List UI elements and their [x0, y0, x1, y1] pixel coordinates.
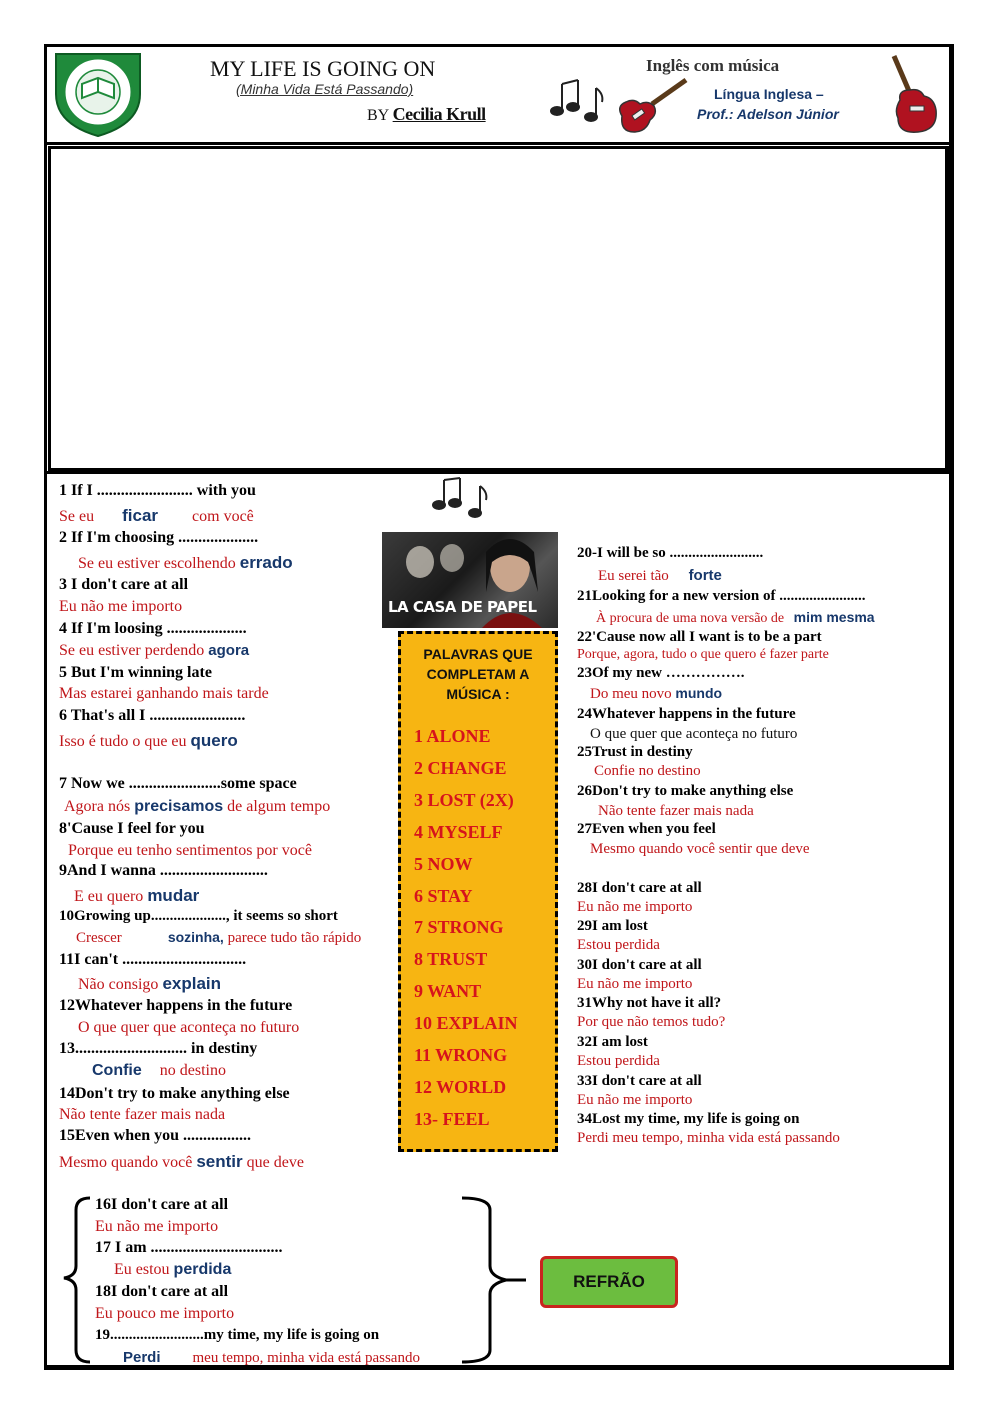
answer-word: Perdi [123, 1349, 161, 1366]
music-notes-icon [430, 474, 492, 522]
lyric-line-en: 25Trust in destiny [577, 744, 693, 760]
lyric-line-en: 20-I will be so ......................... [577, 545, 764, 561]
lyric-line-en: 15Even when you ................. [59, 1127, 252, 1144]
teacher-name: Prof.: Adelson Júnior [697, 106, 839, 122]
word-bank-item: 4 MYSELF [414, 822, 503, 842]
word-bank-item: 8 TRUST [414, 949, 488, 969]
course-name: Inglês com música [646, 56, 780, 75]
answer-word: sozinha, [167, 929, 224, 945]
word-bank-item: 10 EXPLAIN [414, 1013, 518, 1033]
lyric-line-pt: Porque, agora, tudo o que quero é fazer parte [577, 647, 829, 662]
lyric-line-en: 2 If I'm choosing .................... [59, 529, 259, 546]
answer-word: ficar [122, 506, 159, 525]
lyric-line-pt: Por que não temos tudo? [577, 1014, 726, 1030]
word-bank [398, 631, 558, 1152]
lyric-line-en: 27Even when you feel [577, 821, 716, 837]
word-bank-item: 3 LOST (2X) [414, 790, 514, 810]
lyric-line-pt: Não tente fazer mais nada [598, 803, 754, 819]
chorus-line-pt: Eu não me importo [95, 1218, 219, 1235]
lyric-line-en: 31Why not have it all? [577, 995, 722, 1011]
electric-guitar-icon [612, 76, 690, 138]
lyric-line-en: 7 Now we .......................some space [59, 775, 297, 792]
electric-guitar-icon [880, 54, 946, 136]
lyric-line-pt: Mesmo quando você sentir que deve [590, 841, 810, 857]
lyric-line-en: 13............................ in destiny [59, 1040, 258, 1057]
lyric-line-en: 10Growing up...................., it seems so short [59, 908, 338, 924]
chorus-line-pt: Eu pouco me importo [95, 1305, 235, 1322]
lyric-line-pt: Não consigo explain [78, 974, 222, 993]
lyric-line-pt: Mesmo quando você sentir que deve [59, 1152, 304, 1171]
lyric-line-pt: Perdi meu tempo, minha vida está passando [577, 1130, 840, 1146]
lyric-line-en: 26Don't try to make anything else [577, 783, 794, 799]
music-notes-icon [548, 74, 608, 126]
word-bank-heading: PALAVRAS QUE COMPLETAM A MÚSICA : [423, 646, 533, 702]
chorus-line-en: 17 I am ................................. [95, 1239, 283, 1256]
chorus-line-pt: Perdi meu tempo, minha vida está passando [123, 1349, 420, 1366]
word-bank-item: 13- FEEL [414, 1109, 490, 1129]
show-caption: LA CASA DE PAPEL [388, 598, 537, 616]
lyric-line-en: 8'Cause I feel for you [59, 820, 205, 837]
refrao-label: REFRÃO [540, 1256, 678, 1308]
lyric-line-pt: Mas estarei ganhando mais tarde [59, 685, 269, 702]
answer-word: quero [190, 731, 238, 750]
lyric-line-en: 22'Cause now all I want is to be a part [577, 629, 822, 645]
lyric-line-pt: Crescer sozinha, parece tudo tão rápido [76, 929, 362, 946]
lyric-line-pt: Eu não me importo [577, 1092, 693, 1108]
lyric-line-en: 29I am lost [577, 918, 648, 934]
header-divider [44, 142, 954, 145]
answer-word: mundo [675, 685, 723, 701]
lyric-line-pt: E eu quero mudar [74, 886, 200, 905]
word-bank-item: 6 STAY [414, 886, 473, 906]
chorus-line-en: 18I don't care at all [95, 1283, 229, 1300]
word-bank-item: 5 NOW [414, 854, 473, 874]
word-bank-item: 7 STRONG [414, 917, 504, 937]
word-bank-item: 1 ALONE [414, 726, 491, 746]
lyric-line-pt: Se eu estiver perdendo agora [59, 642, 250, 659]
lyric-line-pt: Não tente fazer mais nada [59, 1106, 226, 1123]
lyric-line-en: 12Whatever happens in the future [59, 997, 293, 1014]
song-byline [367, 104, 486, 125]
lyric-line-en: 28I don't care at all [577, 880, 702, 896]
la-casa-de-papel-image [382, 532, 558, 628]
lyric-line-pt: À procura de uma nova versão de mim mesma [596, 609, 875, 626]
word-bank-item: 11 WRONG [414, 1045, 508, 1065]
chorus-line-pt: Eu estou perdida [114, 1261, 232, 1278]
answer-word: precisamos [134, 798, 224, 815]
lyric-line-en: 3 I don't care at all [59, 576, 189, 593]
lyric-line-pt: Eu não me importo [577, 899, 693, 915]
word-bank-item: 9 WANT [414, 981, 482, 1001]
lyric-line-en: 6 That's all I ........................ [59, 707, 246, 724]
lyric-line-en: 5 But I'm winning late [59, 664, 212, 681]
lyric-line-en: 9And I wanna ........................... [59, 862, 268, 879]
lyric-line-en: 14Don't try to make anything else [59, 1085, 290, 1102]
chorus-line-en: 16I don't care at all [95, 1196, 229, 1213]
word-bank-item: 12 WORLD [414, 1077, 507, 1097]
lyric-line-en: 34Lost my time, my life is going on [577, 1111, 800, 1127]
song-subtitle: (Minha Vida Está Passando) [236, 81, 414, 97]
lyric-line-pt: Isso é tudo o que eu quero [59, 731, 238, 750]
lyric-line-en: 1 If I ........................ with you [59, 482, 256, 499]
lyric-line-pt: O que quer que aconteça no futuro [590, 726, 798, 742]
answer-word: Confie [92, 1062, 142, 1079]
answer-word: explain [162, 974, 222, 993]
lyric-line-en: 23Of my new ……………. [577, 665, 745, 681]
lyric-line-pt: Se eu estiver escolhendo errado [78, 553, 293, 572]
answer-word: mim mesma [793, 609, 875, 625]
subject-name: Língua Inglesa – [714, 86, 824, 102]
word-bank-item: 2 CHANGE [414, 758, 507, 778]
song-title: MY LIFE IS GOING ON [210, 56, 436, 81]
school-crest-icon [48, 46, 148, 138]
answer-word: errado [239, 553, 293, 572]
lyric-line-pt: Do meu novo mundo [590, 685, 723, 702]
answer-word: perdida [173, 1261, 232, 1278]
by-prefix: BY [367, 107, 389, 124]
lyric-line-pt: Estou perdida [577, 937, 660, 953]
artist-name: Cecilia Krull [392, 104, 486, 124]
lyric-line-pt: Eu não me importo [59, 598, 183, 615]
lyric-line-pt: Confie no destino [594, 763, 701, 779]
lyric-line-en: 33I don't care at all [577, 1073, 702, 1089]
lyric-line-pt: Eu serei tão forte [598, 567, 722, 584]
lyric-line-en: 11I can't ............................... [59, 951, 247, 968]
answer-word: sentir [196, 1152, 243, 1171]
answer-word: mudar [147, 886, 200, 905]
chorus-line-en: 19.........................my time, my life is going on [95, 1327, 380, 1343]
lyric-line-en: 21Looking for a new version of ....................... [577, 588, 866, 604]
lyric-line-en: 24Whatever happens in the future [577, 706, 796, 722]
lyric-line-pt: Estou perdida [577, 1053, 660, 1069]
lyric-line-en: 30I don't care at all [577, 957, 702, 973]
answer-word: agora [208, 642, 250, 659]
lyric-line-pt: O que quer que aconteça no futuro [78, 1019, 300, 1036]
answer-word: forte [688, 567, 722, 584]
video-placeholder[interactable] [48, 146, 950, 471]
lyric-line-pt: Se eu ficar com você [59, 506, 254, 525]
video-divider [44, 471, 954, 474]
lyric-line-en: 32I am lost [577, 1034, 648, 1050]
lyric-line-pt: Porque eu tenho sentimentos por você [68, 842, 312, 859]
lyric-line-en: 4 If I'm loosing .................... [59, 620, 247, 637]
lyric-line-pt: Agora nós precisamos de algum tempo [64, 798, 331, 815]
lyric-line-pt: Confie no destino [92, 1062, 226, 1079]
lyric-line-pt: Eu não me importo [577, 976, 693, 992]
